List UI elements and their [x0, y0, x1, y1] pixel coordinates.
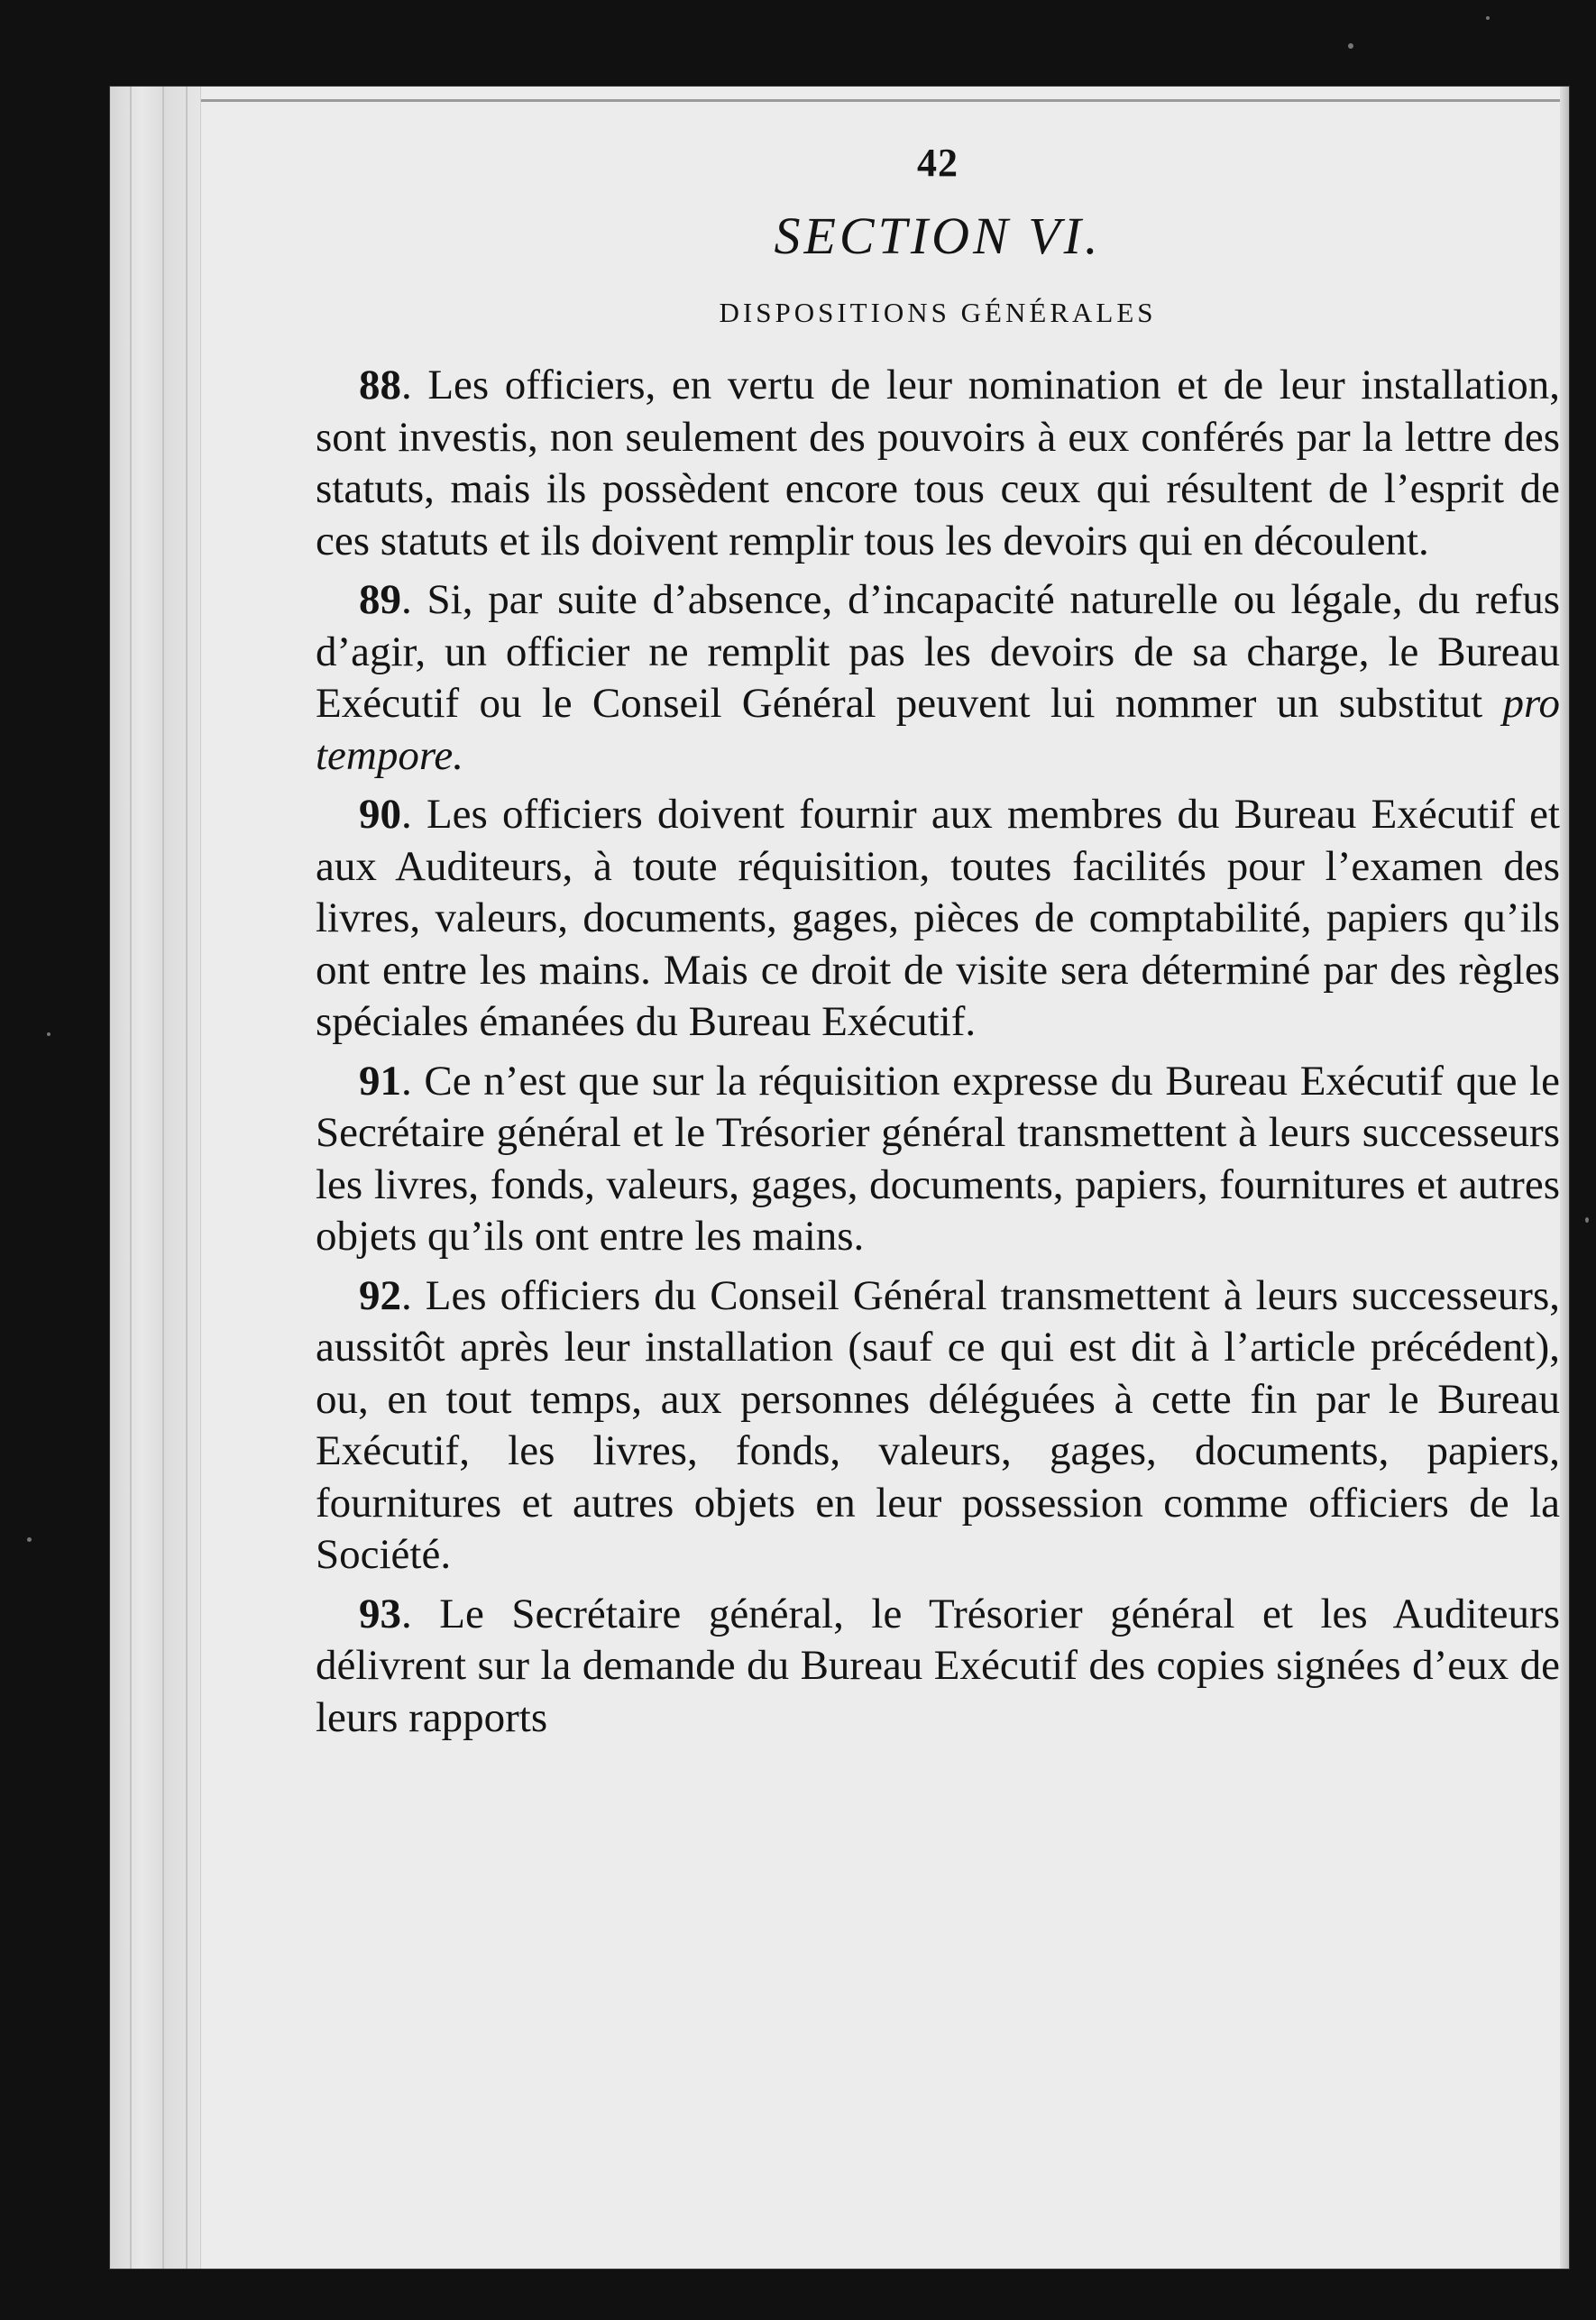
binding-gutter — [110, 87, 201, 2269]
article-text: Ce n’est que sur la réquisition expresse du Bureau Exécutif que le Secrétaire général et le Trésorier général transmettent à leurs successeurs les livres, fonds, valeurs, gages, documents, papiers, fournitures et autres objets qu’ils ont entre les mains. — [316, 1057, 1561, 1260]
scan-speck — [1585, 1217, 1589, 1223]
page-number: 42 — [917, 141, 959, 185]
article-text: Le Secrétaire général, le Trésorier général et les Auditeurs délivrent sur la demande du Bureau Exécutif des copies signées d’eux de leurs rapports — [316, 1590, 1560, 1741]
section-subtitle: DISPOSITIONS GÉNÉRALES — [719, 297, 1157, 328]
scan-speck — [47, 1032, 50, 1036]
article-91: 91. Ce n’est que sur la réquisition expresse du Bureau Exécutif que le Secrétaire général et le Trésorier général transmettent à leurs successeurs les livres, fonds, valeurs, gages, documents, papiers, fournitures et autres objets qu’ils ont entre les mains. — [316, 1057, 1561, 1260]
article-89: 89. Si, par suite d’absence, d’incapacité naturelle ou légale, du refus d’agir, un officier ne remplit pas les devoirs de sa charge, le Bureau Exécutif ou le Conseil Général peuvent lui nommer un substitut pro tempore. — [316, 576, 1560, 779]
scan-speck — [1348, 43, 1353, 49]
page-content — [316, 140, 1560, 1751]
article-90: 90. Les officiers doivent fournir aux membres du Bureau Exécutif et aux Auditeurs, à toute réquisition, toutes facilités pour l’examen des livres, valeurs, documents, gages, pièces de comptabilité, papiers qu’ils ont entre les mains. Mais ce droit de visite sera déterminé par des règles spéciales émanées du Bureau Exécutif. — [316, 791, 1560, 1045]
gutter-line — [186, 87, 188, 2269]
article-text: Les officiers doivent fournir aux membres du Bureau Exécutif et aux Auditeurs, à toute réquisition, toutes facilités pour l’examen des livres, valeurs, documents, gages, pièces de comptabilité, papiers qu’ils ont entre les mains. Mais ce droit de visite sera déterminé par des règles spéciales émanées du Bureau Exécutif. — [316, 791, 1560, 1045]
article-92: 92. Les officiers du Conseil Général transmettent à leurs successeurs, aussitôt après leur installation (sauf ce qui est dit à l’article précédent), ou, en tout temps, aux personnes déléguées à cette fin par le Bureau Exécutif, les livres, fonds, valeurs, gages, documents, papiers, fournitures et autres objets en leur possession comme officiers de la Société. — [316, 1271, 1560, 1578]
article-number: 91 — [359, 1057, 401, 1105]
scan-speck — [27, 1537, 32, 1542]
article-text: Les officiers du Conseil Général transmettent à leurs successeurs, aussitôt après leur installation (sauf ce qui est dit à l’article précédent), ou, en tout temps, aux personnes déléguées à cette fin par le Bureau Exécutif, les livres, fonds, valeurs, gages, documents, papiers, fournitures et autres objets en leur possession comme officiers de la Société. — [316, 1271, 1560, 1578]
article-italic-phrase: pro tempore. — [316, 680, 1560, 779]
article-text: Si, par suite d’absence, d’incapacité naturelle ou légale, du refus d’agir, un officier ne remplit pas les devoirs de sa charge, le Bureau Exécutif ou le Conseil Général peuvent lui nommer un substitut — [316, 576, 1560, 727]
article-88: 88. Les officiers, en vertu de leur nomination et de leur installation, sont investis, non seulement des pouvoirs à eux conférés par la lettre des statuts, mais ils possèdent encore tous ceux qui résultent de l’esprit de ces statuts et ils doivent remplir tous les devoirs qui en découlent. — [316, 362, 1560, 564]
article-number: 88 — [359, 362, 401, 408]
article-93: 93. Le Secrétaire général, le Trésorier général et les Auditeurs délivrent sur la demande du Bureau Exécutif des copies signées d’eux de leurs rapports — [316, 1590, 1560, 1741]
page-top-rule — [128, 99, 1562, 102]
article-number: 90 — [359, 791, 401, 838]
article-number: 93 — [359, 1590, 401, 1637]
gutter-line — [130, 87, 132, 2269]
scan-speck — [1486, 16, 1490, 20]
section-title: SECTION VI. — [774, 206, 1102, 265]
page-right-edge — [1560, 87, 1569, 2269]
article-number: 89 — [359, 576, 401, 623]
article-text: Les officiers, en vertu de leur nomination et de leur installation, sont investis, non seulement des pouvoirs à eux conférés par la lettre des statuts, mais ils possèdent encore tous ceux qui résultent de l’esprit de ces statuts et ils doivent remplir tous les devoirs qui en découlent. — [316, 362, 1560, 564]
gutter-line — [162, 87, 164, 2269]
article-number: 92 — [359, 1271, 401, 1319]
